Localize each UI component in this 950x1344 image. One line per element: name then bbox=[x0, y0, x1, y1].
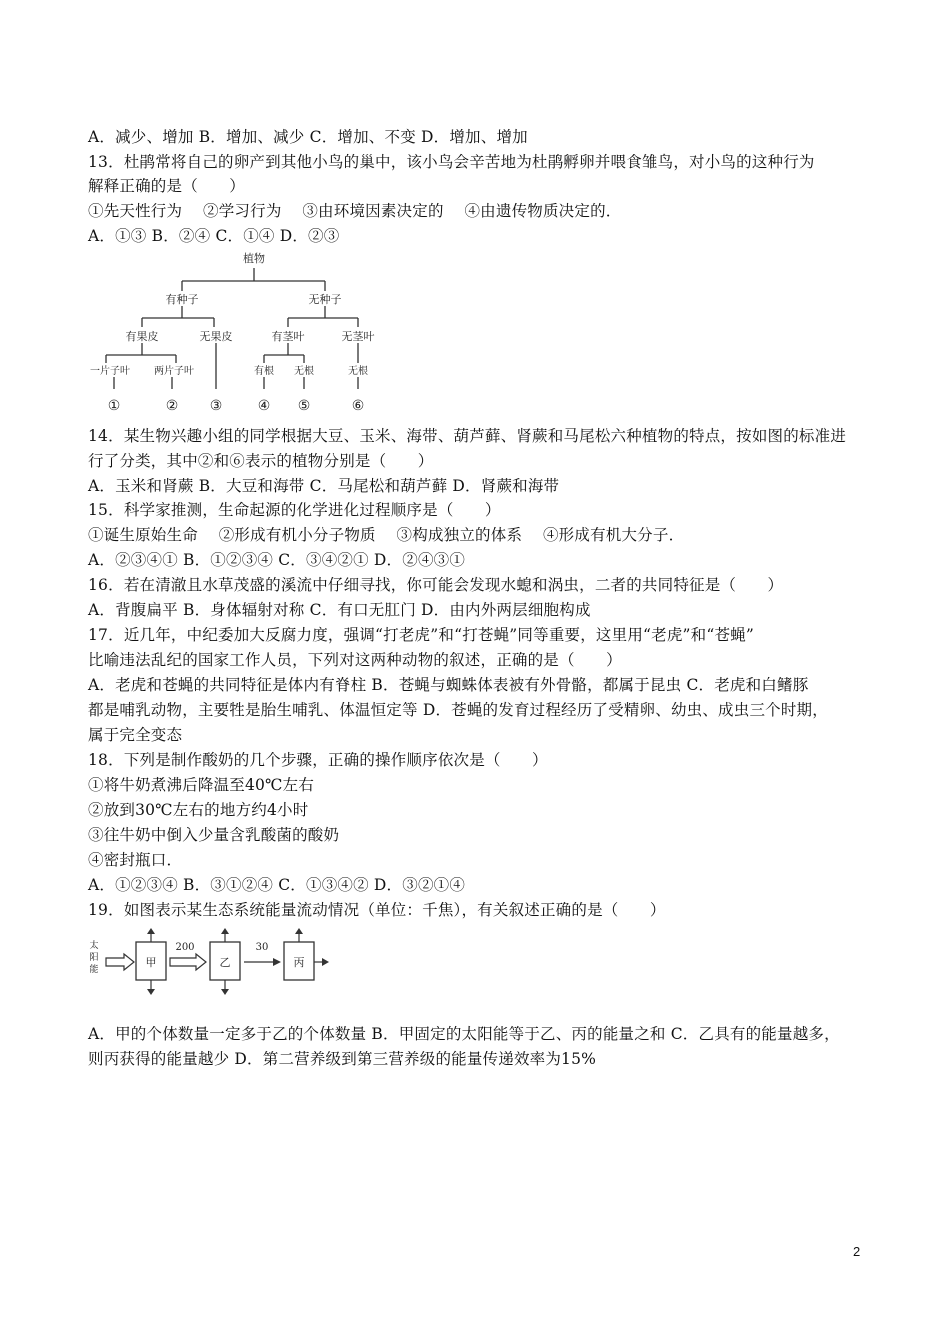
tree-peel-label: 有果皮 bbox=[125, 330, 159, 343]
sun-energy-label-1: 太 bbox=[89, 941, 99, 951]
tree-leaf2-label: 两片子叶 bbox=[154, 366, 194, 377]
question-16-stem: 16．若在清澈且水草茂盛的溪流中仔细寻找，你可能会发现水螅和涡虫，二者的共同特征是（ ） bbox=[88, 576, 784, 594]
question-14-stem: 14．某生物兴趣小组的同学根据大豆、玉米、海带、葫芦藓、肾蕨和马尾松六种植物的特点，按如图的标准进 bbox=[88, 427, 847, 445]
flow-value-200: 200 bbox=[175, 942, 195, 953]
answer-options-12: A．减少、增加 B．增加、减少 C．增加、不变 D．增加、增加 bbox=[88, 128, 528, 146]
question-18-step-1: ①将牛奶煮沸后降温至40℃左右 bbox=[88, 776, 315, 794]
tree-nostem-label: 无茎叶 bbox=[341, 330, 375, 343]
answer-options-15: A．②③④① B．①②③④ C．③④②① D．②④③① bbox=[88, 551, 466, 569]
tree-root-label: 植物 bbox=[243, 252, 265, 265]
box-yi-label: 乙 bbox=[219, 956, 231, 969]
answer-options-16: A．背腹扁平 B．身体辐射对称 C．有口无肛门 D．由内外两层细胞构成 bbox=[88, 601, 591, 619]
question-17-stem: 17．近几年，中纪委加大反腐力度，强调“打老虎”和“打苍蝇”同等重要，这里用“老虎”和“苍蝇” bbox=[88, 626, 755, 644]
tree-root3-label: 无根 bbox=[348, 366, 368, 377]
answer-options-19-line2: 则丙获得的能量越少 D．第二营养级到第三营养级的能量传递效率为15% bbox=[88, 1050, 597, 1068]
answer-options-17-line3: 属于完全变态 bbox=[88, 726, 183, 744]
question-13-stem-cont: 解释正确的是（ ） bbox=[88, 177, 246, 195]
question-18-step-4: ④密封瓶口． bbox=[88, 851, 183, 869]
question-15-stem: 15．科学家推测，生命起源的化学进化过程顺序是（ ） bbox=[88, 501, 501, 519]
tree-nopeel-label: 无果皮 bbox=[199, 330, 233, 343]
question-18-stem: 18．下列是制作酸奶的几个步骤，正确的操作顺序依次是（ ） bbox=[88, 751, 548, 769]
tree-number-2: ② bbox=[165, 398, 179, 414]
tree-seed-label: 有种子 bbox=[165, 293, 199, 306]
box-jia-label: 甲 bbox=[145, 956, 157, 969]
flow-value-30: 30 bbox=[255, 942, 269, 953]
energy-flow-diagram bbox=[84, 928, 344, 1000]
question-18-step-2: ②放到30℃左右的地方约4小时 bbox=[88, 801, 309, 819]
tree-number-1: ① bbox=[107, 398, 121, 414]
tree-root1-label: 有根 bbox=[254, 366, 274, 377]
answer-options-14: A．玉米和肾蕨 B．大豆和海带 C．马尾松和葫芦藓 D．肾蕨和海带 bbox=[88, 477, 560, 495]
hollow-arrow-200 bbox=[170, 954, 206, 970]
box-bing-label: 丙 bbox=[293, 956, 305, 969]
plant-classification-tree bbox=[84, 247, 384, 422]
question-19-stem: 19．如图表示某生态系统能量流动情况（单位：千焦），有关叙述正确的是（ ） bbox=[88, 901, 666, 919]
answer-options-17-line2: 都是哺乳动物，主要牲是胎生哺乳、体温恒定等 D．苍蝇的发育过程经历了受精卵、幼虫、成虫三个时期， bbox=[88, 701, 828, 719]
tree-stem-label: 有茎叶 bbox=[271, 330, 305, 343]
answer-options-17-line1: A．老虎和苍蝇的共同特征是体内有脊柱 B．苍蝇与蜘蛛体表被有外骨骼，都属于昆虫 C．老虎和白鳍豚 bbox=[88, 676, 809, 694]
tree-number-5: ⑤ bbox=[297, 398, 311, 414]
tree-number-3: ③ bbox=[209, 398, 223, 414]
tree-noseed-label: 无种子 bbox=[308, 293, 342, 306]
tree-leaf1-label: 一片子叶 bbox=[90, 366, 130, 377]
tree-root2-label: 无根 bbox=[294, 366, 314, 377]
tree-number-4: ④ bbox=[257, 398, 271, 414]
question-17-stem-cont: 比喻违法乱纪的国家工作人员，下列对这两种动物的叙述，正确的是（ ） bbox=[88, 651, 622, 669]
question-15-items: ①诞生原始生命 ②形成有机小分子物质 ③构成独立的体系 ④形成有机大分子． bbox=[88, 526, 685, 544]
question-14-stem-cont: 行了分类，其中②和⑥表示的植物分别是（ ） bbox=[88, 452, 434, 470]
sun-energy-label-2: 阳 bbox=[89, 953, 99, 963]
answer-options-18: A．①②③④ B．③①②④ C．①③④② D．③②①④ bbox=[88, 876, 466, 894]
answer-options-13: A．①③ B．②④ C．①④ D．②③ bbox=[88, 227, 340, 245]
tree-number-6: ⑥ bbox=[351, 398, 365, 414]
question-13-stem: 13．杜鹃常将自己的卵产到其他小鸟的巢中，该小鸟会辛苦地为杜鹃孵卵并喂食雏鸟，对小鸟的这种行为 bbox=[88, 153, 815, 171]
answer-options-19-line1: A．甲的个体数量一定多于乙的个体数量 B．甲固定的太阳能等于乙、丙的能量之和 C．乙具有的能量越多， bbox=[88, 1025, 840, 1043]
question-13-items: ①先天性行为 ②学习行为 ③由环境因素决定的 ④由遗传物质决定的． bbox=[88, 202, 622, 220]
sun-energy-label-3: 能 bbox=[89, 965, 99, 975]
hollow-arrow-sun bbox=[106, 954, 134, 970]
page-number: 2 bbox=[853, 1244, 861, 1259]
question-18-step-3: ③往牛奶中倒入少量含乳酸菌的酸奶 bbox=[88, 826, 340, 844]
